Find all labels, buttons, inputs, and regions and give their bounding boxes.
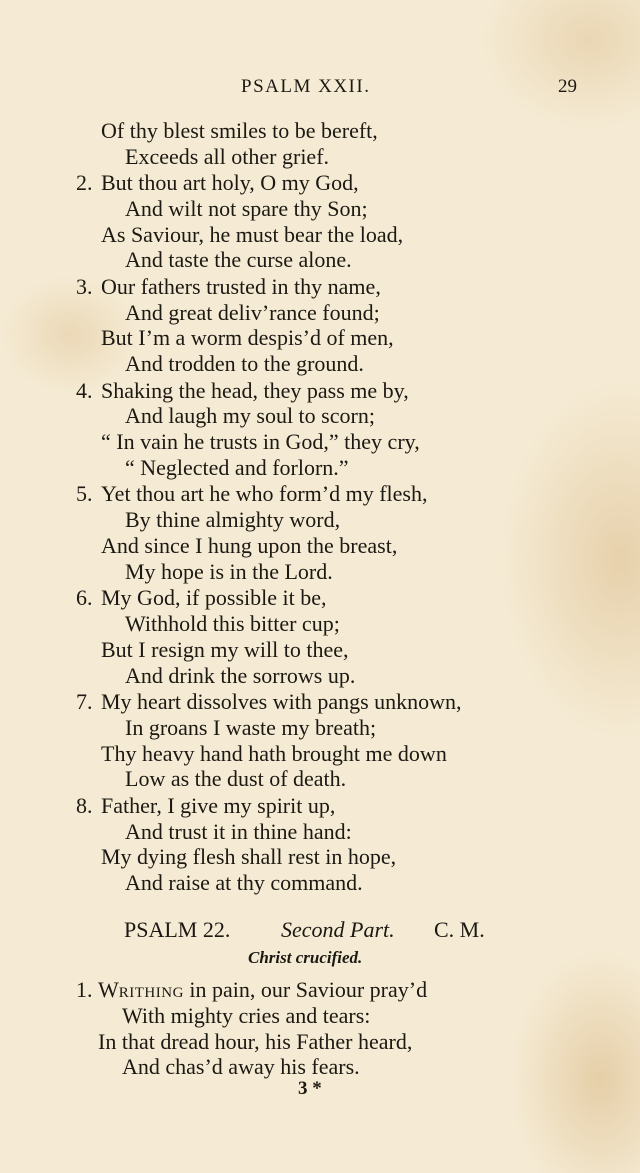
stanza-number: 3. bbox=[76, 273, 93, 299]
verse-line: In that dread hour, his Father heard, bbox=[98, 1028, 413, 1054]
verse-line: Thy heavy hand hath brought me down bbox=[101, 740, 447, 766]
stanza-number: 1. bbox=[76, 977, 93, 1002]
printer-signature-mark: 3 * bbox=[298, 1078, 322, 1099]
verse-line: And drink the sorrows up. bbox=[125, 662, 356, 688]
verse-line: And chas’d away his fears. bbox=[122, 1054, 360, 1080]
page-number: 29 bbox=[558, 76, 577, 97]
verse-line bbox=[98, 977, 427, 1006]
section-subtitle: Christ crucified. bbox=[248, 948, 363, 967]
verse-line: And wilt not spare thy Son; bbox=[125, 195, 368, 221]
verse-line: Yet thou art he who form’d my flesh, bbox=[101, 481, 428, 507]
verse-line: “ Neglected and forlorn.” bbox=[125, 454, 349, 480]
verse-line: But I’m a worm despis’d of men, bbox=[101, 325, 394, 351]
section-part-label: Second Part. bbox=[281, 917, 395, 942]
verse-line-tail: in pain, our Saviour pray’d bbox=[183, 977, 428, 1002]
verse-line: And laugh my soul to scorn; bbox=[125, 403, 375, 429]
verse-line: But thou art holy, O my God, bbox=[101, 169, 359, 195]
running-header bbox=[0, 76, 640, 106]
verse-line: And trust it in thine hand: bbox=[125, 818, 352, 844]
verse-line: And raise at thy command. bbox=[125, 870, 363, 896]
verse-line: My hope is in the Lord. bbox=[125, 558, 333, 584]
verse-line: Exceeds all other grief. bbox=[125, 143, 330, 169]
section-psalm-label: PSALM 22. bbox=[124, 917, 231, 942]
verse-line: And since I hung upon the breast, bbox=[101, 532, 398, 558]
verse-line: My dying flesh shall rest in hope, bbox=[101, 844, 397, 870]
verse-line: As Saviour, he must bear the load, bbox=[101, 221, 404, 247]
verse-line: Shaking the head, they pass me by, bbox=[101, 377, 409, 403]
stanza-number: 7. bbox=[76, 688, 93, 714]
verse-line: And great deliv’rance found; bbox=[125, 299, 380, 325]
section-meter-label: C. M. bbox=[434, 917, 485, 942]
verse-line: But I resign my will to thee, bbox=[101, 636, 349, 662]
verse-line: With mighty cries and tears: bbox=[122, 1002, 371, 1028]
verse-line: Low as the dust of death. bbox=[125, 766, 347, 792]
initial-capital: W bbox=[98, 977, 119, 1002]
verse-line: My heart dissolves with pangs unknown, bbox=[101, 688, 462, 714]
verse-line: Of thy blest smiles to be bereft, bbox=[101, 118, 378, 143]
small-caps-word: RITHING bbox=[118, 985, 184, 1001]
running-title: PSALM XXII. bbox=[241, 76, 371, 97]
verse-line: And trodden to the ground. bbox=[125, 351, 364, 377]
verse-line: By thine almighty word, bbox=[125, 507, 341, 533]
verse-line: My God, if possible it be, bbox=[101, 585, 327, 611]
stanza-number: 2. bbox=[76, 169, 93, 195]
section-heading bbox=[0, 917, 640, 945]
verse-line: In groans I waste my breath; bbox=[125, 714, 377, 740]
stanza-number: 5. bbox=[76, 481, 93, 507]
stanza-number: 6. bbox=[76, 585, 93, 611]
verse-line: Father, I give my spirit up, bbox=[101, 792, 336, 818]
verse-line: And taste the curse alone. bbox=[125, 247, 352, 273]
verse-line: Our fathers trusted in thy name, bbox=[101, 273, 381, 299]
verse-line: Withhold this bitter cup; bbox=[125, 610, 340, 636]
verse-line: “ In vain he trusts in God,” they cry, bbox=[101, 429, 420, 455]
stanza-number: 4. bbox=[76, 377, 93, 403]
stanza-number: 8. bbox=[76, 792, 93, 818]
